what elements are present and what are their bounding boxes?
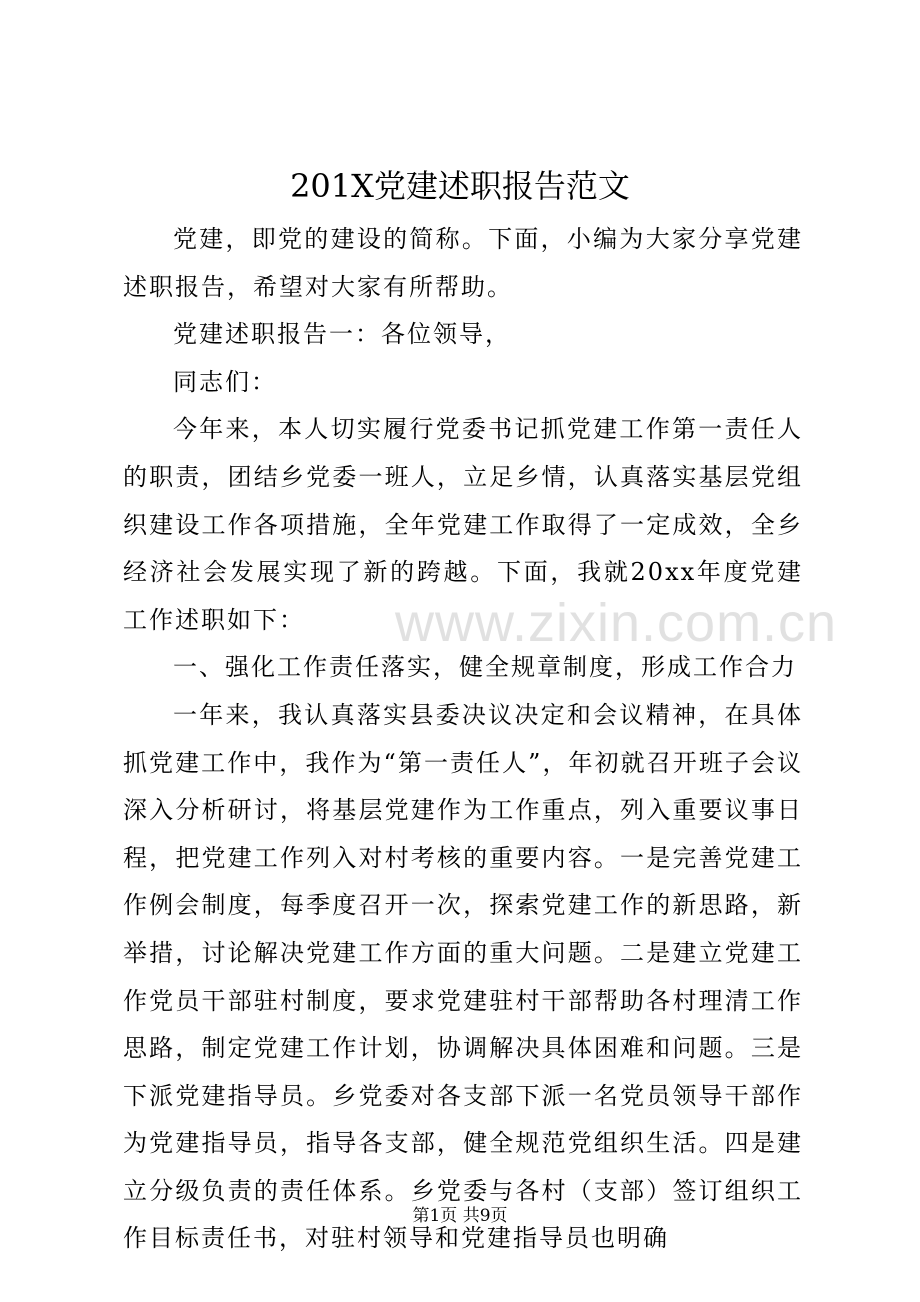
paragraph: 党建述职报告一：各位领导， (173, 320, 511, 349)
paragraph: 同志们： (173, 367, 277, 396)
watermark: www.zixin.com.cn (395, 593, 838, 653)
paragraph: 一、强化工作责任落实，健全规章制度，形成工作合力 (173, 653, 797, 682)
document-title: 201X党建述职报告范文 (290, 167, 630, 205)
page-footer: 第1页 共9页 (412, 1206, 508, 1226)
paragraph: 一年来，我认真落实县委决议决定和会议精神，在具体抓党建工作中，我作为“第一责任人”，年初就召开班子会议深入分析研讨，将基层党建作为工作重点，列入重要议事日程，把党建工作列入对村考核的重要内容。一是完善党建工作例会制度，每季度召开一次，探索党建工作的新思路，新举措，讨论解决党建工作方面的重大问题。二是建立党建工作党员干部驻村制度，要求党建驻村干部帮助各村理清工作思路，制定党建工作计划，协调解决具体困难和问题。三是下派党建指导员。乡党委对各支部下派一名党员领导干部作为党建指导员，指导各支部，健全规范党组织生活。四是建立分级负责的责任体系。乡党委与各村（支部）签订组织工作目标责任书，对驻村领导和党建指导员也明确 (123, 700, 803, 1253)
paragraph: 党建，即党的建设的简称。下面，小编为大家分享党建述职报告，希望对大家有所帮助。 (123, 225, 803, 301)
document-body (123, 216, 803, 1263)
paragraph: 今年来，本人切实履行党委书记抓党建工作第一责任人的职责，团结乡党委一班人，立足乡情，认真落实基层党组织建设工作各项措施，全年党建工作取得了一定成效，全乡经济社会发展实现了新的跨越。下面，我就20xx年度党建工作述职如下： (123, 415, 803, 634)
